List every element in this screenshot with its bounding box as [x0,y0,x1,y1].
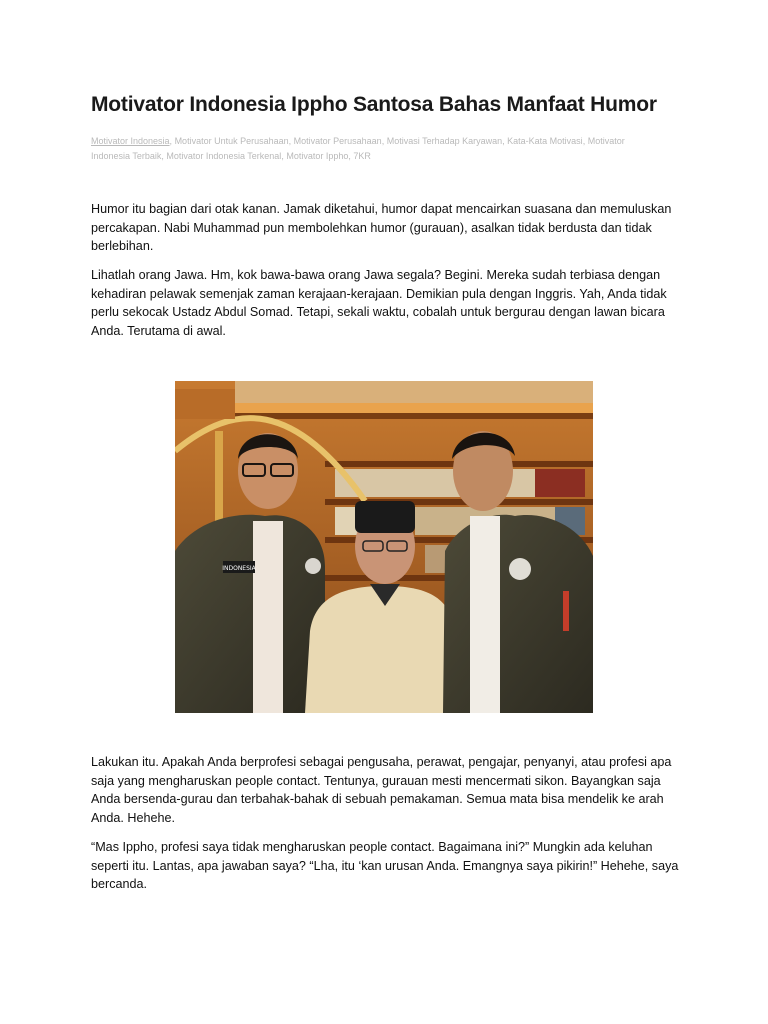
paragraph: Lakukan itu. Apakah Anda berprofesi sebagai pengusaha, perawat, pengajar, penyanyi, atau profesi apa saja yang mengharuskan people contact. Tentunya, gurauan mesti mencermati sikon. Bayangkan saja Anda bersenda-gurau dan terbahak-bahak di sebuah pemakaman. Semua mata bisa mendelik ke arah Anda. Hehehe. [91,755,672,825]
article-title: Motivator Indonesia Ippho Santosa Bahas Manfaat Humor [91,93,657,116]
jacket-patch: INDONESIA [222,565,256,572]
tag-link[interactable]: Motivator Indonesia [91,136,170,146]
tag-link[interactable]: Motivator Untuk Perusahaan [174,136,289,146]
paragraph: “Mas Ippho, profesi saya tidak mengharuskan people contact. Bagaimana ini?” Mungkin ada keluhan seperti itu. Lantas, apa jawaban saya? “Lha, itu ‘kan urusan Anda. Emangnya saya pikirin!” Hehehe, saya bercanda. [91,840,679,891]
tag-link[interactable]: Motivator Perusahaan [293,136,382,146]
photo-illustration [175,381,593,713]
tag-list: Motivator Indonesia, Motivator Untuk Perusahaan, Motivator Perusahaan, Motivasi Terhadap Karyawan, Kata-Kata Motivasi, Motivator Indonesia Terbaik, Motivator Indonesia Terkenal, Motivator Ippho, 7KR [91,136,625,161]
paragraph: Lihatlah orang Jawa. Hm, kok bawa-bawa orang Jawa segala? Begini. Mereka sudah terbiasa dengan kehadiran pelawak semenjak zaman kerajaan-kerajaan. Demikian pula dengan Inggris. Yah, Anda tidak perlu sekocak Ustadz Abdul Somad. Tetapi, sekali waktu, cobalah untuk bergurau dengan lawan bicara Anda. Terutama di awal. [91,268,667,338]
tag-link[interactable]: Motivator Indonesia Terbaik [91,136,625,161]
tag-link[interactable]: 7KR [353,151,371,161]
paragraph: Humor itu bagian dari otak kanan. Jamak diketahui, humor dapat mencairkan suasana dan memuluskan percakapan. Nabi Muhammad pun membolehkan humor (gurauan), asalkan tidak berdusta dan tidak berlebihan. [91,202,672,253]
tag-link[interactable]: Motivator Indonesia Terkenal [166,151,282,161]
tag-link[interactable]: Motivator Ippho [286,151,349,161]
tag-link[interactable]: Motivasi Terhadap Karyawan [386,136,503,146]
article-photo [175,381,593,713]
tag-link[interactable]: Kata-Kata Motivasi [507,136,583,146]
